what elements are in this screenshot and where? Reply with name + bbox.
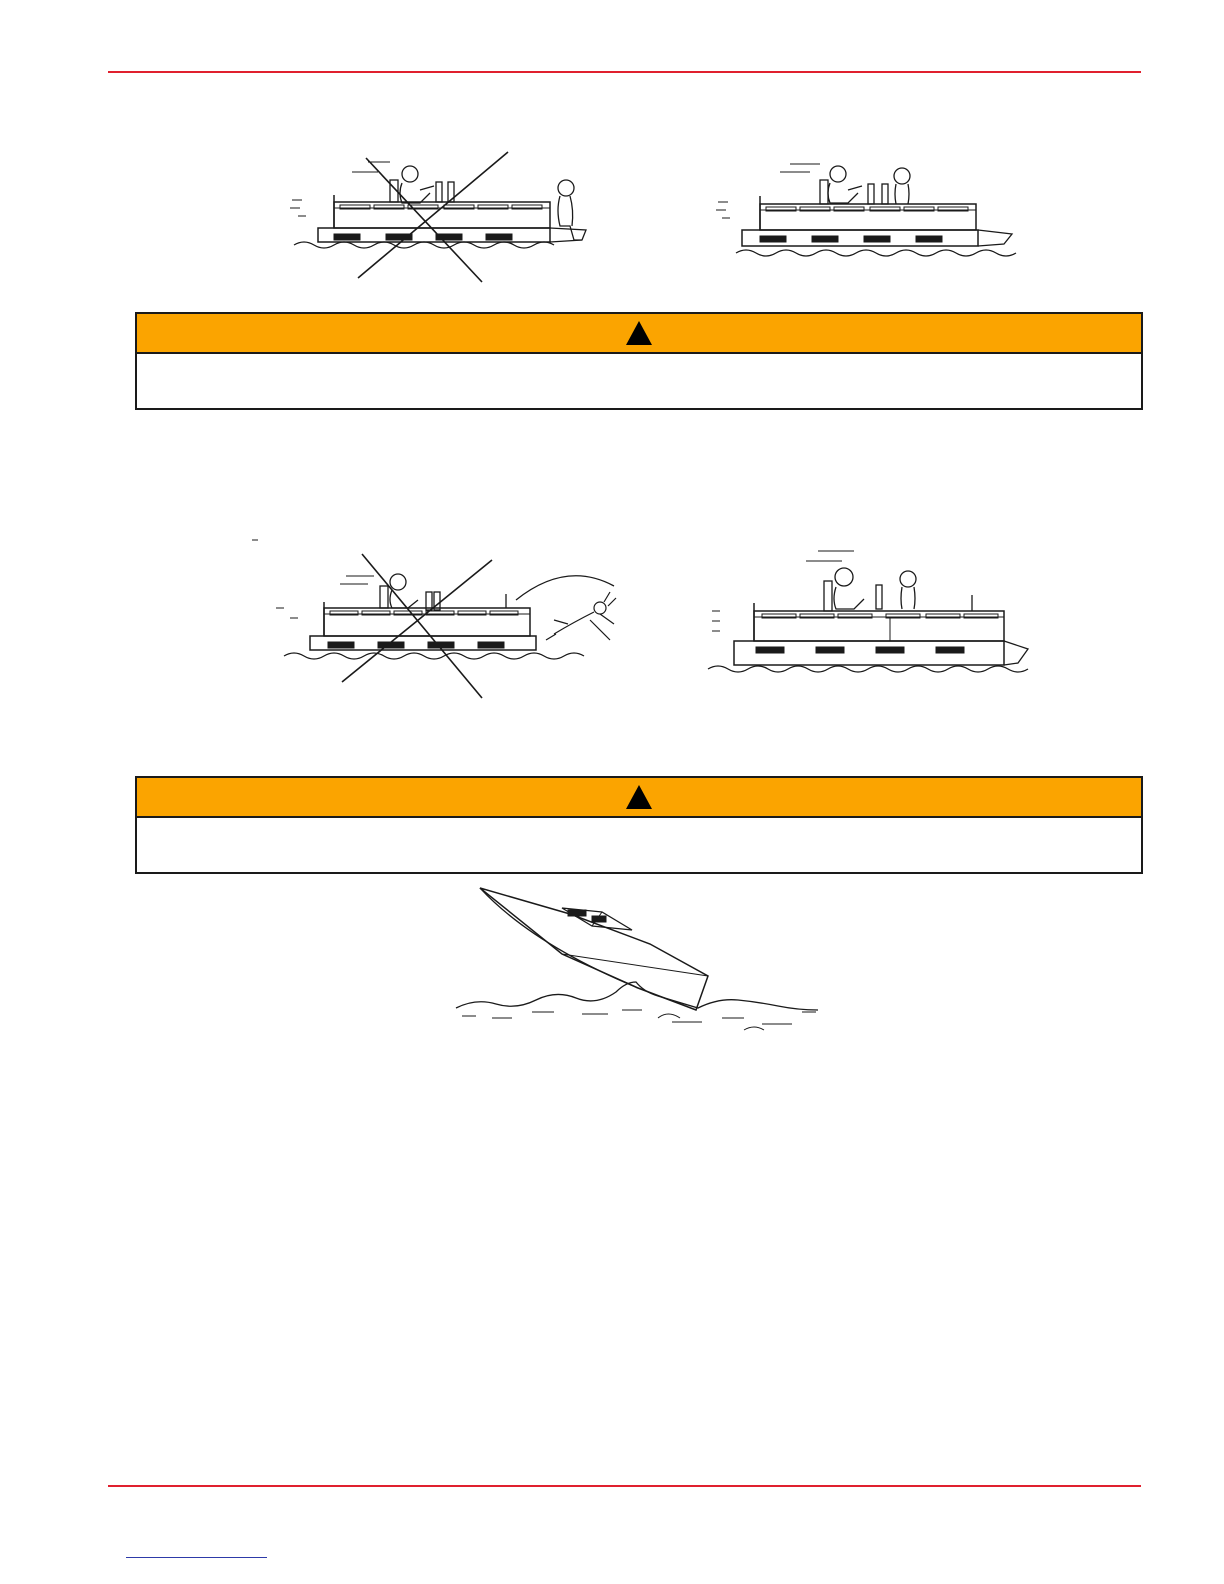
illustration-bow-rider-wrong	[286, 150, 606, 285]
header-rule	[108, 71, 1141, 73]
warning-header	[137, 314, 1141, 354]
warning-header	[137, 778, 1141, 818]
warning-box-1	[135, 312, 1143, 410]
warning-box-2	[135, 776, 1143, 874]
footer-rule	[108, 1485, 1141, 1487]
warning-triangle-icon	[625, 320, 653, 346]
illustration-speedboat-jump	[452, 884, 832, 1036]
illustration-thrown-overboard-wrong	[250, 536, 630, 701]
warning-triangle-icon	[625, 784, 653, 810]
illustration-seated-inside-correct	[706, 545, 1041, 675]
warning-body	[137, 354, 1141, 408]
warning-body	[137, 818, 1141, 872]
footer-link[interactable]	[126, 1557, 267, 1558]
illustration-seated-correct	[712, 158, 1024, 263]
prohibited-cross-icon	[358, 152, 508, 282]
